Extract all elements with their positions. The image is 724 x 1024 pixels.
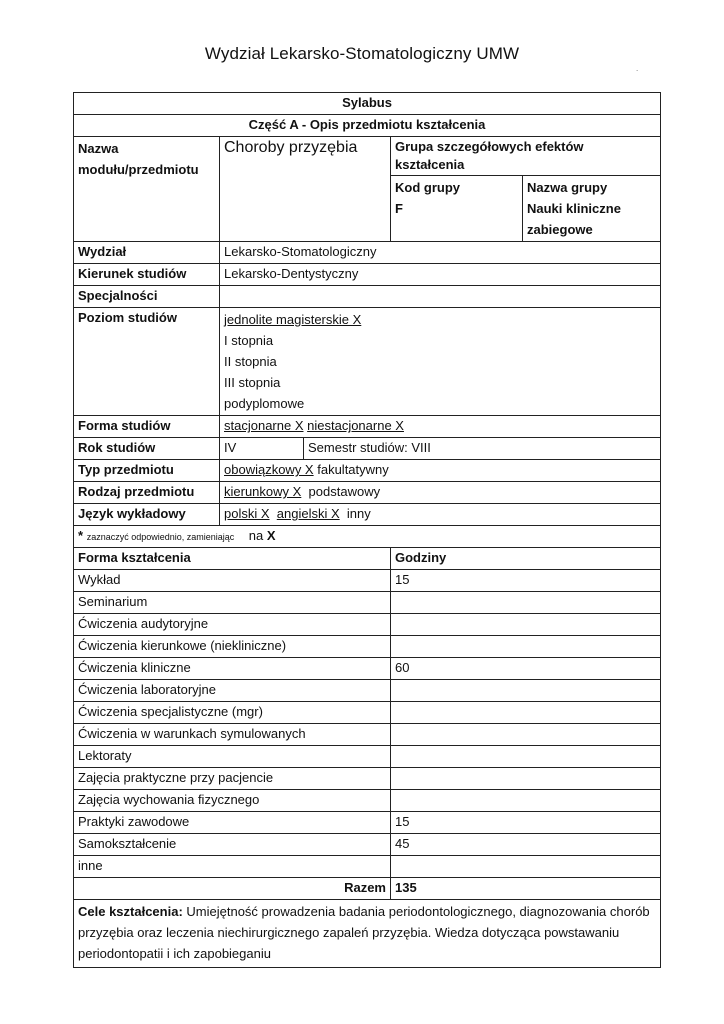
note-text: zaznaczyć odpowiednio, zamieniając (86, 532, 235, 542)
goals-label: Cele kształcenia: (78, 904, 183, 919)
level-option: III stopnia (224, 375, 281, 390)
syllabus-subtitle: Część A - Opis przedmiotu kształcenia (74, 115, 661, 137)
hours-form-header: Forma kształcenia (74, 548, 391, 570)
hours-row-value (391, 746, 661, 768)
hours-row-value (391, 592, 661, 614)
header-dot: . (636, 64, 639, 73)
hours-total-label: Razem (74, 878, 391, 900)
level-label: Poziom studiów (74, 308, 220, 416)
hours-total-value: 135 (391, 878, 661, 900)
hours-row-value: 60 (391, 658, 661, 680)
form-label: Forma studiów (74, 416, 220, 438)
hours-row-name: Lektoraty (74, 746, 391, 768)
hours-row-name: Ćwiczenia w warunkach symulowanych (74, 724, 391, 746)
group-name-cell (523, 176, 661, 242)
hours-header: Godziny (391, 548, 661, 570)
form-option-extramural: niestacjonarne X (307, 418, 404, 433)
form-value (220, 416, 661, 438)
hours-row-value (391, 680, 661, 702)
hours-row-name: Ćwiczenia specjalistyczne (mgr) (74, 702, 391, 724)
group-code-cell (391, 176, 523, 242)
hours-row-name: Wykład (74, 570, 391, 592)
hours-row-value: 15 (391, 570, 661, 592)
hours-row-name: Seminarium (74, 592, 391, 614)
module-label: Nazwa modułu/przedmiotu (74, 137, 220, 242)
language-option-english: angielski X (276, 506, 340, 521)
hours-row-name: Zajęcia praktyczne przy pacjencie (74, 768, 391, 790)
hours-row-name: Ćwiczenia kierunkowe (niekliniczne) (74, 636, 391, 658)
kind-value (220, 482, 661, 504)
syllabus-table (73, 92, 661, 968)
note-na: na (248, 528, 264, 543)
level-option: jednolite magisterskie X (224, 312, 362, 327)
form-option-stationary: stacjonarne X (224, 418, 304, 433)
goals-cell (74, 900, 661, 968)
level-option: podyplomowe (224, 396, 305, 411)
semester-value: Semestr studiów: VIII (304, 438, 661, 460)
hours-row-value (391, 636, 661, 658)
note-x: X (266, 528, 276, 543)
group-code: F (395, 201, 403, 216)
hours-row-value (391, 724, 661, 746)
hours-row-value (391, 702, 661, 724)
language-value (220, 504, 661, 526)
type-value (220, 460, 661, 482)
language-option-other: inny (346, 506, 371, 521)
specialty-label: Specjalności (74, 286, 220, 308)
group-code-label: Kod grupy (395, 180, 460, 195)
syllabus-title: Sylabus (74, 93, 661, 115)
language-label: Język wykładowy (74, 504, 220, 526)
hours-row-value (391, 790, 661, 812)
kind-option-basic: podstawowy (308, 484, 381, 499)
kind-option-directional: kierunkowy X (224, 484, 302, 499)
level-option: I stopnia (224, 333, 274, 348)
hours-row-value: 15 (391, 812, 661, 834)
hours-row-name: Praktyki zawodowe (74, 812, 391, 834)
type-label: Typ przedmiotu (74, 460, 220, 482)
group-name: Nauki kliniczne zabiegowe (527, 201, 621, 237)
faculty-label: Wydział (74, 242, 220, 264)
direction-value: Lekarsko-Dentystyczny (220, 264, 661, 286)
hours-row-value (391, 768, 661, 790)
kind-label: Rodzaj przedmiotu (74, 482, 220, 504)
hours-row-name: inne (74, 856, 391, 878)
note-star: * (78, 528, 84, 543)
direction-label: Kierunek studiów (74, 264, 220, 286)
type-option-elective: fakultatywny (317, 462, 389, 477)
group-header: Grupa szczegółowych efektów kształcenia (391, 137, 661, 176)
module-name: Choroby przyzębia (220, 137, 391, 242)
group-name-label: Nazwa grupy (527, 180, 608, 195)
year-value: IV (220, 438, 304, 460)
hours-row-value (391, 614, 661, 636)
hours-row-name: Ćwiczenia laboratoryjne (74, 680, 391, 702)
goals-text: Umiejętność prowadzenia badania periodontologicznego, diagnozowania chorób przyzębia oraz leczenia niechirurgicznego zapaleń przyzębia. Wiedza dotycząca powstawaniu periodontopatii i ich zapobieganiu (78, 904, 650, 961)
type-option-mandatory: obowiązkowy X (224, 462, 314, 477)
specialty-value (220, 286, 661, 308)
hours-row-name: Samokształcenie (74, 834, 391, 856)
page-title: Wydział Lekarsko-Stomatologiczny UMW (204, 44, 520, 63)
language-option-polish: polski X (224, 506, 270, 521)
hours-row-name: Ćwiczenia audytoryjne (74, 614, 391, 636)
hours-row-value: 45 (391, 834, 661, 856)
faculty-value: Lekarsko-Stomatologiczny (220, 242, 661, 264)
year-label: Rok studiów (74, 438, 220, 460)
marking-note (74, 526, 661, 548)
level-option: II stopnia (224, 354, 277, 369)
hours-row-name: Zajęcia wychowania fizycznego (74, 790, 391, 812)
level-options (220, 308, 661, 416)
hours-row-name: Ćwiczenia kliniczne (74, 658, 391, 680)
hours-row-value (391, 856, 661, 878)
